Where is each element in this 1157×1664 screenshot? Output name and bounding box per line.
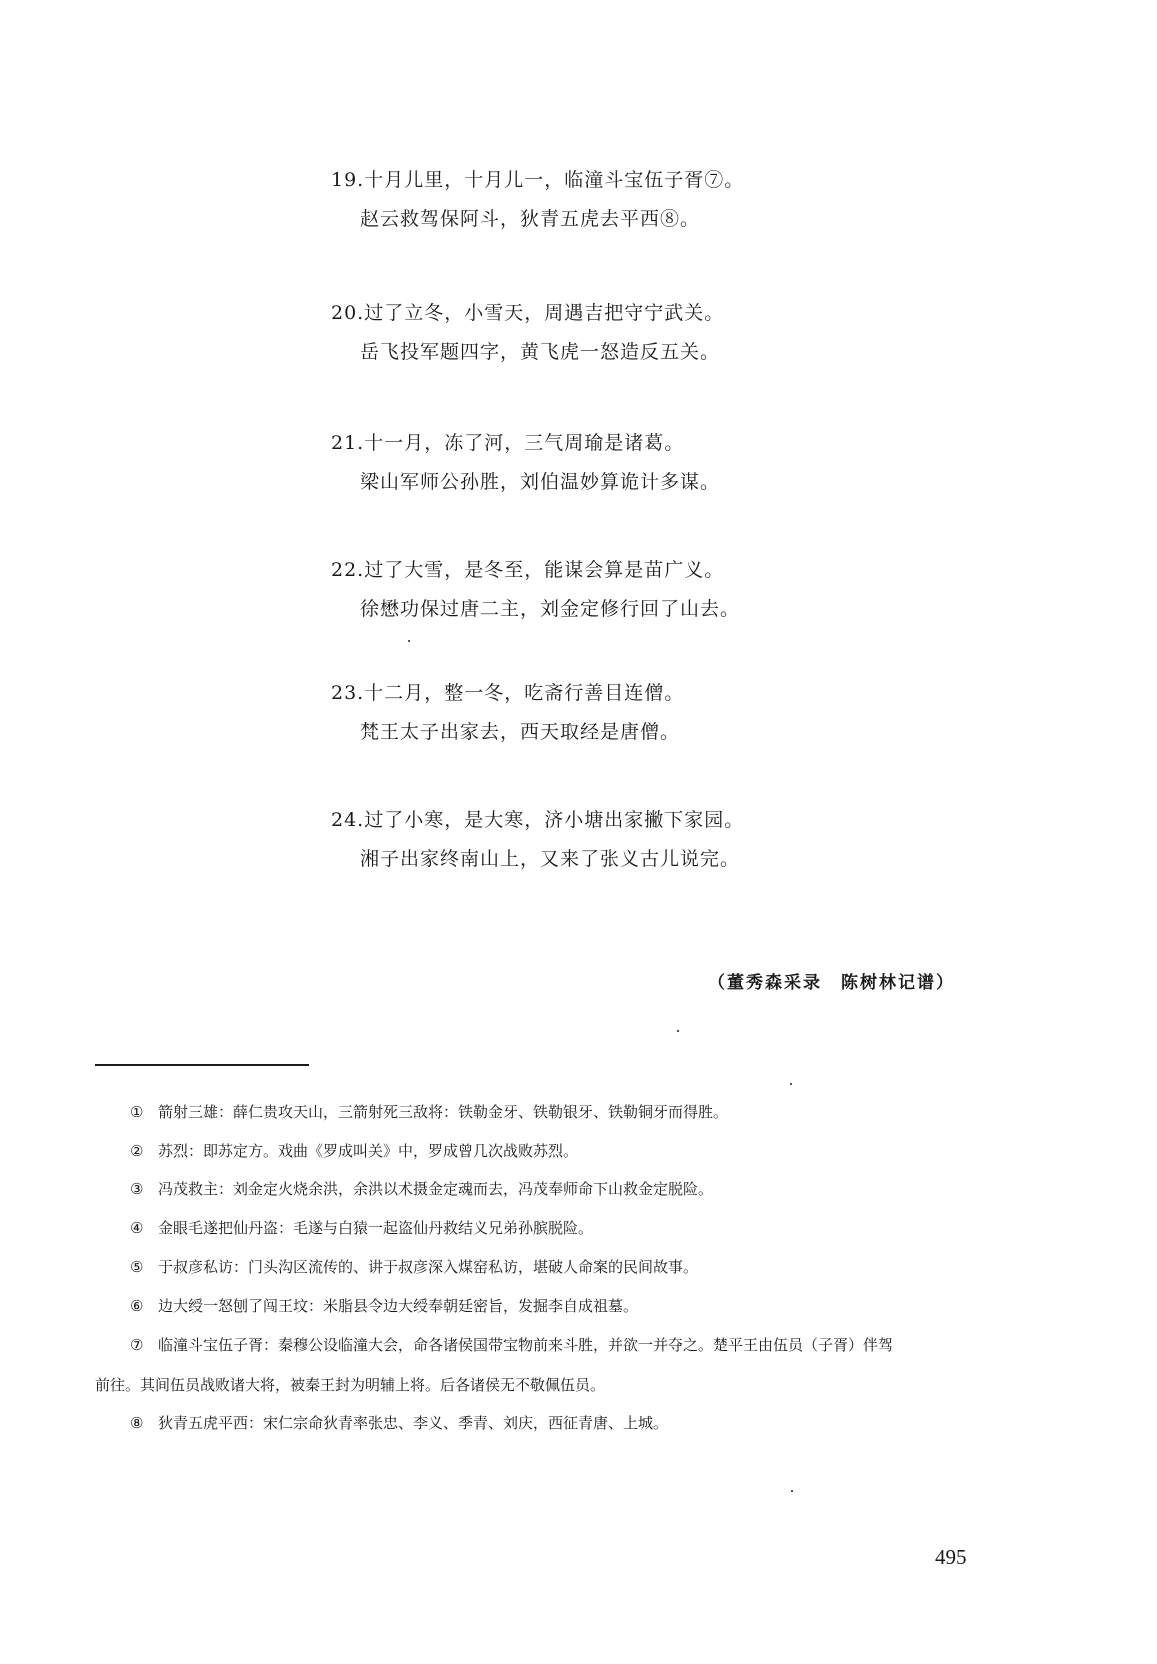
verse-line: 24.过了小寒，是大寒，济小塘出家撇下家园。 <box>331 809 745 831</box>
footnote-number: ⑧ <box>130 1414 144 1432</box>
verse-line: 22.过了大雪，是冬至，能谋会算是苗广义。 <box>331 559 725 581</box>
verse-line: 赵云救驾保阿斗，狄青五虎去平西⑧。 <box>360 208 701 230</box>
footnote-number: ④ <box>130 1219 144 1237</box>
verse-line: 梁山军师公孙胜，刘伯温妙算诡计多谋。 <box>360 471 721 493</box>
footnote-text: 金眼毛遂把仙丹盗：毛遂与白猿一起盗仙丹救结义兄弟孙膑脱险。 <box>158 1219 594 1237</box>
verse-line: 徐懋功保过唐二主，刘金定修行回了山去。 <box>360 598 741 620</box>
footnote-number: ② <box>130 1142 144 1160</box>
scan-speck <box>677 1030 679 1032</box>
footnote-2 <box>130 1140 578 1161</box>
verse-line: 21.十一月，冻了河，三气周瑜是诸葛。 <box>331 432 685 454</box>
scan-speck <box>791 1490 793 1492</box>
footnote-number: ⑤ <box>130 1258 144 1276</box>
footnote-text: 冯茂救主：刘金定火烧余洪，余洪以术摄金定魂而去，冯茂奉师命下山救金定脱险。 <box>158 1180 714 1198</box>
footnote-number: ① <box>130 1103 144 1121</box>
footnote-text: 于叔彦私访：门头沟区流传的、讲于叔彦深入煤窑私访，堪破人命案的民间故事。 <box>158 1258 699 1276</box>
scan-speck <box>790 1083 792 1085</box>
footnote-number: ③ <box>130 1180 144 1198</box>
verse-line: 岳飞投军题四字，黄飞虎一怒造反五关。 <box>360 341 721 363</box>
verse-line: 梵王太子出家去，西天取经是唐僧。 <box>360 721 681 743</box>
footnote-text: 狄青五虎平西：宋仁宗命狄青率张忠、李义、季青、刘庆，西征青唐、上城。 <box>158 1414 669 1432</box>
footnote-6 <box>130 1295 638 1316</box>
verse-line: 20.过了立冬，小雪天，周遇吉把守宁武关。 <box>331 302 725 324</box>
footnote-4 <box>130 1217 593 1238</box>
scan-speck <box>408 640 410 642</box>
footnote-number: ⑥ <box>130 1297 144 1315</box>
verse-line: 湘子出家终南山上，又来了张义古儿说完。 <box>360 848 741 870</box>
footnote-rule <box>95 1064 309 1066</box>
footnote-7 <box>130 1334 893 1355</box>
verse-line: 23.十二月，整一冬，吃斋行善目连僧。 <box>331 682 685 704</box>
footnote-text: 箭射三雄：薛仁贵攻天山，三箭射死三敌将：铁勒金牙、铁勒银牙、铁勒铜牙而得胜。 <box>158 1103 729 1121</box>
page-number: 495 <box>935 1545 967 1569</box>
footnote-1 <box>130 1101 728 1122</box>
footnote-7-continuation: 前往。其间伍员战败诸大将，被秦王封为明辅上将。后各诸侯无不敬佩伍员。 <box>95 1376 606 1394</box>
footnote-number: ⑦ <box>130 1336 144 1354</box>
footnote-8 <box>130 1412 668 1433</box>
footnote-text: 边大绶一怒刨了闯王坟：米脂县令边大绶奉朝廷密旨，发掘李自成祖墓。 <box>158 1297 639 1315</box>
credit-line: （董秀森采录 陈树林记谱） <box>708 973 955 993</box>
footnote-text: 苏烈：即苏定方。戏曲《罗成叫关》中，罗成曾几次战败苏烈。 <box>158 1142 579 1160</box>
footnote-5 <box>130 1256 698 1277</box>
footnote-text: 临潼斗宝伍子胥：秦穆公设临潼大会，命各诸侯国带宝物前来斗胜，并欲一并夺之。楚平王由伍员（子胥）伴驾 <box>158 1336 894 1354</box>
footnote-3 <box>130 1178 713 1199</box>
verse-line: 19.十月儿里，十月儿一，临潼斗宝伍子胥⑦。 <box>331 169 745 191</box>
